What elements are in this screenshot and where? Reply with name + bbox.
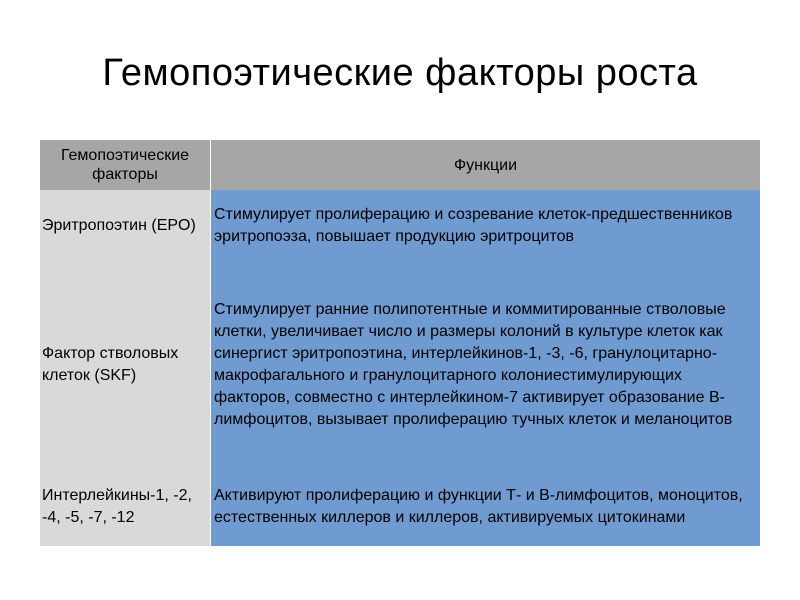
function-cell: Стимулирует пролиферацию и созревание клеток-предшественников эритропоэза, повышает продукцию эритроцитов	[211, 190, 761, 262]
header-functions: Функции	[211, 140, 761, 190]
factor-cell: Фактор стволовых клеток (SKF)	[40, 262, 211, 468]
growth-factors-table	[40, 140, 760, 546]
table-row	[40, 262, 760, 468]
header-factors: Гемопоэтические факторы	[40, 140, 211, 190]
table-row	[40, 468, 760, 546]
slide-title: Гемопоэтические факторы роста	[102, 52, 698, 94]
factor-cell: Интерлейкины-1, -2, -4, -5, -7, -12	[40, 468, 211, 546]
function-cell: Стимулирует ранние полипотентные и коммитированные стволовые клетки, увеличивает число и размеры колоний в культуре клеток как синергист эритропоэтина, интерлейкинов-1, -3, -6, гранулоцитарно-макрофагального и гранулоцитарного колониестимулирующих факторов, совместно с интерлейкином-7 активирует образование В-лимфоцитов, вызывает пролиферацию тучных клеток и меланоцитов	[211, 262, 761, 468]
factor-cell: Эритропоэтин (EPO)	[40, 190, 211, 262]
function-cell: Активируют пролиферацию и функции Т- и В-лимфоцитов, моноцитов, естественных киллеров и киллеров, активируемых цитокинами	[211, 468, 761, 546]
table-row	[40, 190, 760, 262]
table-header-row	[40, 140, 760, 190]
